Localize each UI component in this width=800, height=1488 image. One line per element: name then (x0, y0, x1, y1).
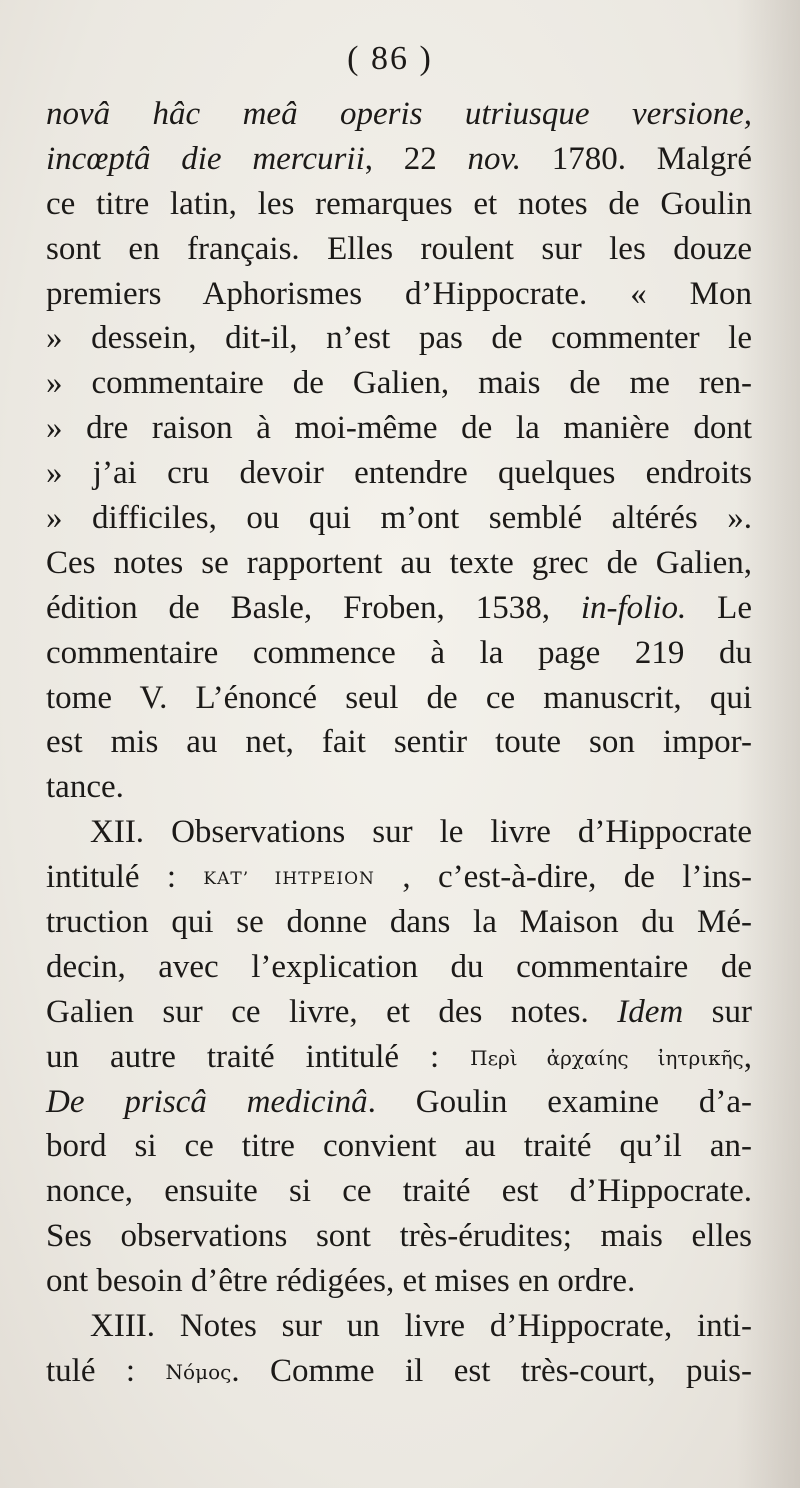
text-segment: » commentaire de Galien, mais de me ren- (46, 365, 752, 402)
text-segment: XIII. Notes sur un livre d’Hippocrate, inti- (90, 1308, 752, 1345)
page-number: ( 86 ) (347, 40, 433, 77)
text-segment: decin, avec l’explication du commentaire de (46, 948, 752, 985)
text-line (46, 92, 752, 137)
text-segment: Ces notes se rapportent au texte grec de Galien, (46, 544, 752, 581)
text-line (46, 810, 752, 855)
text-segment: tulé : (46, 1352, 166, 1389)
italic-text: novâ hâc meâ operis utriusque versione, (46, 96, 752, 132)
text-line (46, 586, 752, 631)
text-line (46, 1259, 752, 1304)
text-segment: , (743, 1038, 753, 1075)
text-segment: 1780. Malgré (520, 140, 753, 177)
text-segment: » j’ai cru devoir entendre quelques endroits (46, 455, 752, 492)
body-text (46, 92, 752, 1394)
text-line (46, 1080, 752, 1125)
text-line (46, 272, 752, 317)
text-segment: » difficiles, ou qui m’ont semblé altérés ». (46, 500, 752, 537)
text-line (46, 990, 752, 1035)
text-segment: , c’est-à-dire, de l’ins- (374, 859, 752, 896)
text-segment: est mis au net, fait sentir toute son impor- (46, 724, 752, 761)
text-line (46, 631, 752, 676)
text-line (46, 316, 752, 361)
text-line (46, 227, 752, 272)
text-segment: Galien sur ce livre, et des notes. (46, 993, 618, 1030)
text-segment: XII. Observations sur le livre d’Hippocrate (90, 814, 752, 851)
italic-text: De priscâ medicinâ (46, 1083, 368, 1120)
text-line (46, 1349, 752, 1394)
text-line (46, 765, 752, 810)
text-line (46, 720, 752, 765)
text-segment: nonce, ensuite si ce traité est d’Hippocrate. (46, 1173, 752, 1210)
text-line (46, 496, 752, 541)
text-line (46, 1169, 752, 1214)
greek-text: ΚΑΤ’ ΙΗΤΡΕΙΟΝ (203, 869, 375, 890)
text-line (46, 451, 752, 496)
text-line (46, 1035, 752, 1080)
text-line (46, 541, 752, 586)
text-segment: commentaire commence à la page 219 du (46, 634, 752, 671)
text-segment: . Goulin examine d’a- (367, 1083, 752, 1120)
italic-text: incœptâ die mercurii (46, 140, 365, 177)
greek-text: Νόμος (165, 1359, 232, 1384)
greek-text: Περὶ ἀρχαίης ἰητρικῆς (470, 1045, 744, 1070)
italic-text: nov. (467, 140, 521, 177)
text-segment: tance. (46, 769, 124, 806)
text-segment: édition de Basle, Froben, 1538, (46, 589, 581, 626)
text-line (46, 855, 752, 900)
text-segment: sur (683, 993, 752, 1030)
text-segment: intitulé : (46, 859, 204, 896)
text-line (46, 361, 752, 406)
text-line (46, 945, 752, 990)
italic-text: in-folio. (580, 589, 687, 626)
text-segment: un autre traité intitulé : (46, 1038, 471, 1075)
text-segment: premiers Aphorismes d’Hippocrate. « Mon (46, 275, 752, 312)
text-segment: bord si ce titre convient au traité qu’il an- (46, 1128, 752, 1165)
text-segment: ont besoin d’être rédigées, et mises en ordre. (46, 1263, 636, 1300)
text-segment: . Comme il est très-court, puis- (231, 1352, 752, 1389)
text-segment: tome V. L’énoncé seul de ce manuscrit, qui (46, 679, 752, 716)
text-segment: » dessein, dit-il, n’est pas de commenter le (46, 320, 752, 357)
text-line (46, 182, 752, 227)
text-segment: ce titre latin, les remarques et notes de Goulin (46, 185, 752, 222)
text-line (46, 406, 752, 451)
text-segment: sont en français. Elles roulent sur les douze (46, 230, 752, 267)
text-segment: truction qui se donne dans la Maison du Mé- (46, 904, 752, 941)
text-line (46, 1214, 752, 1259)
text-line (46, 1304, 752, 1349)
italic-text: Idem (617, 993, 684, 1030)
text-line (46, 900, 752, 945)
text-line (46, 676, 752, 721)
text-segment: Ses observations sont très-érudites; mais elles (46, 1218, 752, 1255)
text-line (46, 137, 752, 182)
text-segment: , 22 (364, 140, 468, 177)
text-segment: Le (686, 589, 752, 626)
text-line (46, 1124, 752, 1169)
text-segment: » dre raison à moi-même de la manière dont (46, 410, 752, 447)
